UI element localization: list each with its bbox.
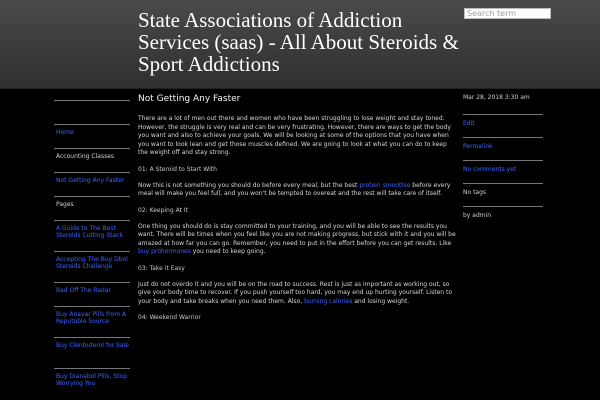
paragraph-text: One thing you should do is stay committed to your training, and you will be able to see the results you want. There will be times when you feel like you are not making progress, but stick with it and you will be amazed at how far you can go. Remember, you need to put in the effort before you can get results. Like <box>138 222 456 247</box>
search-input[interactable]: Search term <box>464 8 551 19</box>
prohormones-link[interactable]: buy prohormones <box>138 248 191 255</box>
section-heading: 04: Weekend Warrior <box>138 314 201 321</box>
comments-link[interactable]: No comments yet <box>463 160 543 183</box>
permalink-link[interactable]: Permalink <box>463 137 543 160</box>
paragraph-text: you need to keep going. <box>190 248 266 255</box>
sidebar-heading-accounting: Accounting Classes <box>54 148 130 172</box>
author-label: by admin <box>463 206 543 229</box>
site-header <box>0 0 600 89</box>
sidebar-item-anavar[interactable]: Buy Anavar Pills from A Reputable Source <box>54 306 130 337</box>
section-heading: 01: A Steroid to Start With <box>138 165 217 173</box>
site-title[interactable]: State Associations of Addiction Services (saas) - All About Steroids & Sport Addictions <box>138 8 459 76</box>
protein-smoothie-link[interactable]: protein smoothie <box>359 181 411 189</box>
sidebar-heading-pages: Pages <box>54 196 130 220</box>
paragraph-text: Now this is not something you should do before every meal, but the best <box>138 181 360 189</box>
section-heading: 02: Keeping At It <box>138 206 188 214</box>
post-date: Mar 28, 2018 3:30 am <box>463 94 530 101</box>
post-paragraph: There are a lot of men out there and women who have been struggling to lose weight and stay toned. However, the struggle is very real and can be very frustrating. However, there are ways to get the body you want and also to achieve your goals. We will be looking at some of the options that you have when you want to look lean and get those muscles defined. We are going to look at what you can do to keep the weight off and stay strong. <box>138 115 451 156</box>
paragraph-text: before every meal will make you feel full, and you won't be tempted to overeat and the rest will take care of itself. <box>138 181 451 197</box>
burning-calories-link[interactable]: burning calories <box>304 297 353 305</box>
paragraph-text: and losing weight. <box>352 297 410 305</box>
sidebar-item-clenbuterol[interactable]: Buy Clenbuterol for Sale <box>54 337 130 368</box>
sidebar-item-off-radar[interactable]: Bad Off The Radar <box>54 282 130 306</box>
sidebar-item-dianabol[interactable]: Buy Dianabol Pills, Stop Worrying You <box>54 368 130 399</box>
post-title[interactable]: Not Getting Any Faster <box>138 94 241 104</box>
post-meta-sidebar <box>463 94 543 229</box>
sidebar-item-dbol-challenge[interactable]: Accepting The Buy Dbol Steroids Challenge <box>54 251 130 282</box>
sidebar-item-home[interactable]: Home <box>54 124 130 148</box>
sidebar-item-not-getting-faster[interactable]: Not Getting Any Faster <box>54 172 130 196</box>
post-paragraph <box>138 281 456 307</box>
main-content <box>138 94 456 330</box>
tags-label: No tags <box>463 183 543 206</box>
post-paragraph <box>138 182 456 199</box>
left-sidebar <box>54 100 130 399</box>
sidebar-divider <box>54 100 130 124</box>
paragraph-text: Just do not overdo it and you will be on the road to success. Rest is just as important as working out, so give your body time to recover. If you push yourself too hard, you may end up hurting yourself. Listen to your body and take breaks when you need them. Also, <box>138 280 452 305</box>
post-paragraph <box>138 223 456 257</box>
edit-link[interactable]: Edit <box>463 114 543 137</box>
sidebar-item-cutting-stack[interactable]: A Guide to The Best Steroids Cutting Stack <box>54 220 130 251</box>
section-heading: 03: Take it Easy <box>138 264 185 272</box>
